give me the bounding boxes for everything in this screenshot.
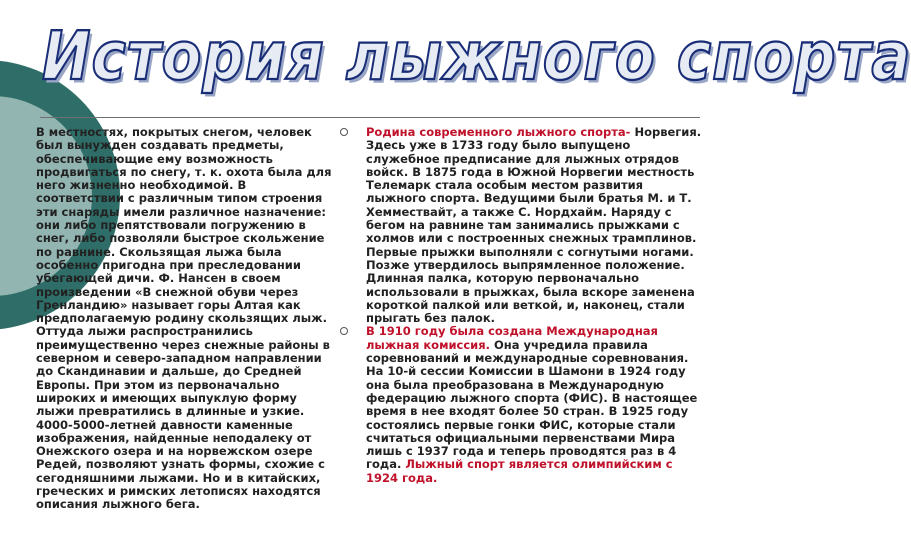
left-column-text: В местностях, покрытых снегом, человек был вынужден создавать предметы, обеспечивающие ему возможность продвигаться по снегу, т. к. охота была для него жизненно необходимой. В соответствии с различным типом строения эти снаряды имели различное назначение: они либо препятствовали погружению в снег, либо позволяли быстрое скольжение по равнине. Скользящая лыжа была особенно пригодна при преследовании убегающей дичи. Ф. Нансен в своем произведении «В снежной обуви через Гренландию» называет горы Алтая как предполагаемую родину скользящих лыж. Оттуда лыжи распространились преимущественно через снежные районы в северном и северо-западном направлении до Скандинавии и дальше, до Средней Европы. При этом из первоначально широких и имеющих выпуклую форму лыжи превратились в длинные и узкие. 4000-5000-летней давности каменные изображения, найденные неподалеку от Онежского озера и на норвежском озере Редей, позволяют узнать формы, схожие с сегодняшними лыжами. Но и в китайских, греческих и римских летописях находятся описания лыжного бега. [36,125,332,512]
bullet-icon [340,327,348,335]
list-item [340,325,702,485]
slide-title: История лыжного спорта [42,16,911,96]
list-item [340,126,702,325]
item-body: Норвегия. Здесь уже в 1733 году было выпущено служебное предписание для лыжных отрядов войск. В 1875 года в Южной Норвегии местность Телемарк стала особым местом развития лыжного спорта. Ведущими были братья М. и Т. Хеммествайт, а также С. Нордхайм. Наряду с бегом на равнине там занимались прыжками с холмов или с построенных снежных трамплинов. Первые прыжки выполняли с согнутыми ногами. Позже утвердилось выпрямленное положение. Длинная палка, которую первоначально использовали в прыжках, была вскоре заменена короткой палкой или веткой, и, наконец, стали прыгать без палок. [366,125,702,326]
title-divider [40,117,700,118]
item-body: Она учредила правила соревнований и международные соревнования. На 10-й сессии Комиссии в Шамони в 1924 году она была преобразована в Международную федерацию лыжного спорта (ФИС). В настоящее время в нее входят более 50 стран. В 1925 году состоялись первые гонки ФИС, которые стали считаться официальными первенствами Мира лишь с 1937 года и теперь проводятся раз в 4 года. [366,337,698,472]
item-closing: Лыжный спорт является олимпийским с 1924 года. [366,457,673,485]
right-column-list [340,126,702,485]
item-heading: В 1910 году была создана Международная лыжная комиссия. [366,324,658,352]
item-heading: Родина современного лыжного спорта- [366,125,631,139]
bullet-icon [340,128,348,136]
